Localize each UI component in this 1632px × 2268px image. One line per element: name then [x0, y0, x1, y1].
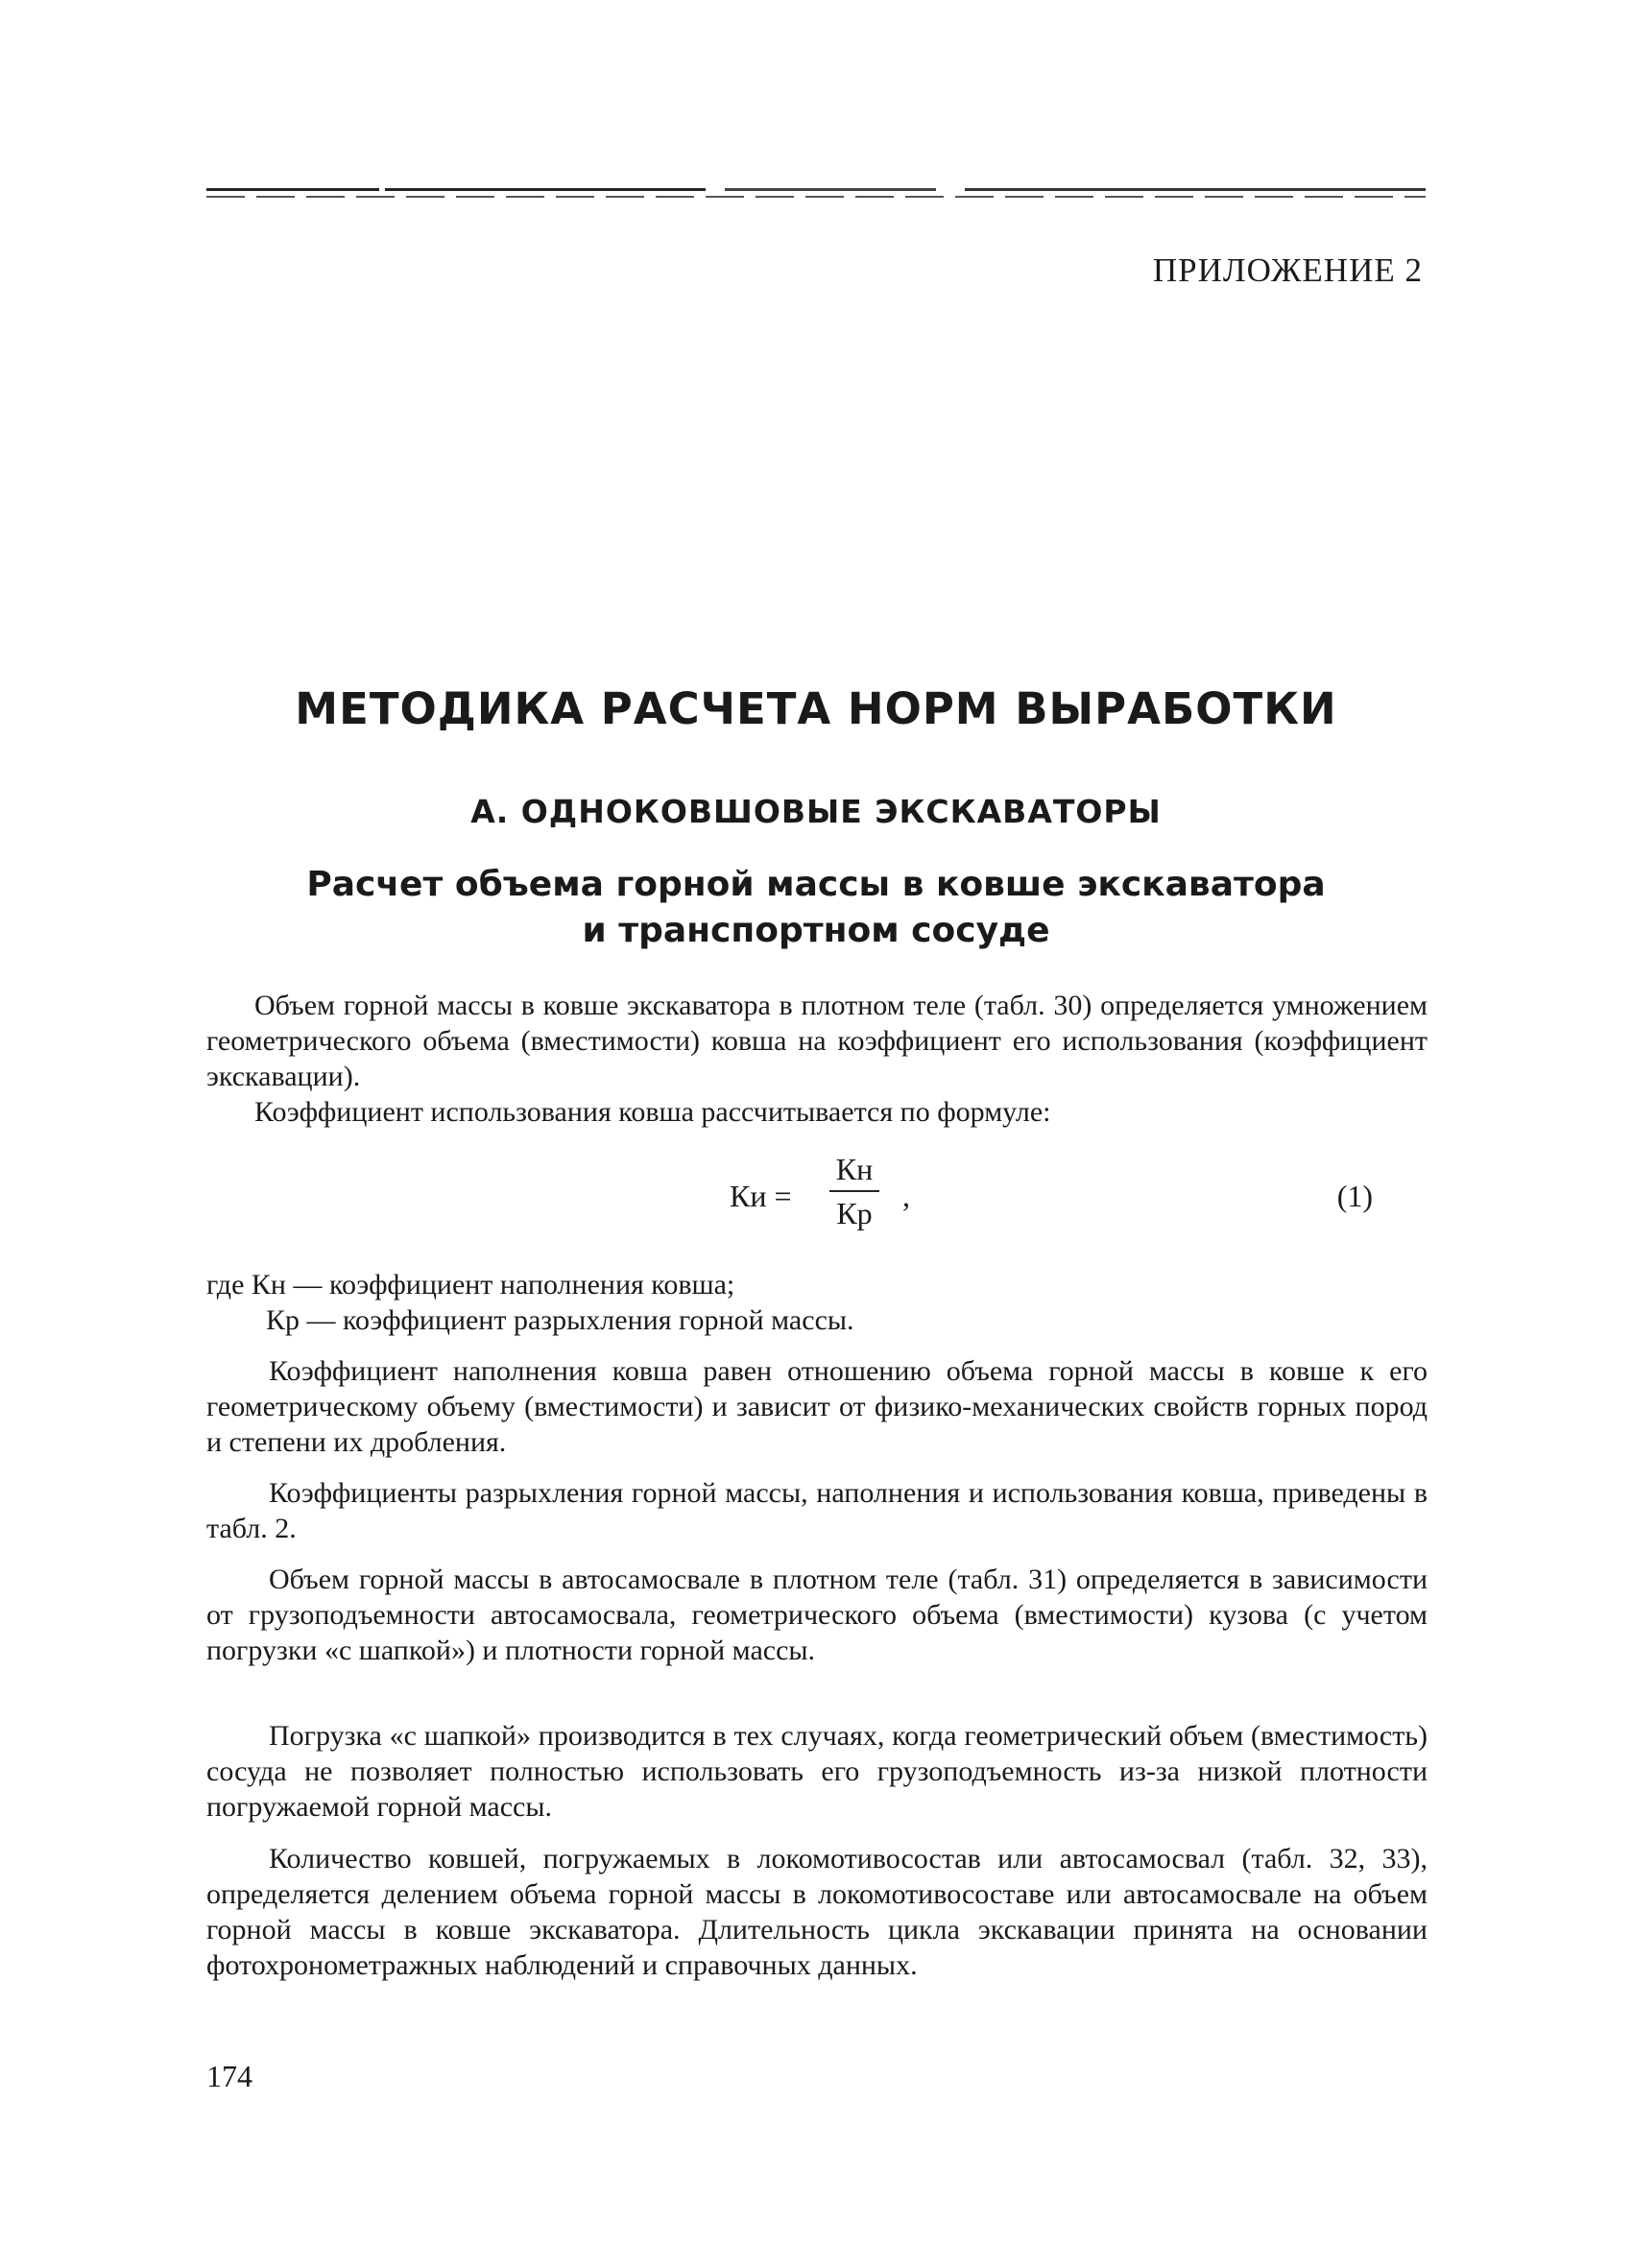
paragraph-7: Количество ковшей, погружаемых в локомотивосостав или автосамосвал (табл. 32, 33), определяется делением объема горной массы в локомотивосоставе или автосамосвале на объем горной массы в ковше экскаватора. Длительность цикла экскавации принята на основании фотохронометражных наблюдений и справочных данных.	[206, 1843, 1428, 1981]
page-number: 174	[206, 2059, 252, 2093]
formula-comma: ,	[902, 1179, 910, 1213]
fraction-bar	[829, 1190, 879, 1192]
paragraph-2: Коэффициент использования ковша рассчитывается по формуле:	[254, 1096, 1051, 1128]
paragraph-1: Объем горной массы в ковше экскаватора в плотном теле (табл. 30) определяется умножением геометрического объема (вместимости) ковша на коэффициент его использования (коэффициент экскавации).	[206, 990, 1428, 1092]
top-rule-line-secondary	[206, 196, 1426, 198]
main-title: МЕТОДИКА РАСЧЕТА НОРМ ВЫРАБОТКИ	[295, 683, 1337, 734]
paragraph-3: Коэффициент наполнения ковша равен отношению объема горной массы в ковше к его геометрическому объему (вместимости) и зависит от физико-механических свойств горных пород и степени их дробления.	[206, 1355, 1428, 1458]
subsection-title-line-2: и транспортном сосуде	[582, 911, 1050, 950]
legend-line-2: Кр — коэффициент разрыхления горной массы.	[266, 1304, 854, 1336]
formula-numerator: Кн	[835, 1152, 874, 1186]
formula-legend	[206, 1267, 854, 1338]
formula-lhs: Ки =	[730, 1179, 792, 1213]
paragraph-4: Коэффициенты разрыхления горной массы, наполнения и использования ковша, приведены в табл. 2.	[206, 1477, 1428, 1544]
paragraph-6: Погрузка «с шапкой» производится в тех случаях, когда геометрический объем (вместимость) сосуда не позволяет полностью использовать его грузоподъемность из-за низкой плотности погружаемой горной массы.	[206, 1720, 1428, 1823]
subsection-title	[0, 862, 1632, 954]
appendix-label: ПРИЛОЖЕНИЕ 2	[1152, 251, 1423, 289]
section-title: А. ОДНОКОВШОВЫЕ ЭКСКАВАТОРЫ	[470, 793, 1162, 830]
formula-fraction	[826, 1150, 883, 1232]
subsection-title-line-1: Расчет объема горной массы в ковше экскаватора	[306, 865, 1326, 904]
paragraph-5: Объем горной массы в автосамосвале в плотном теле (табл. 31) определяется в зависимости от грузоподъемности автосамосвала, геометрического объема (вместимости) кузова (с учетом погрузки «с шапкой») и плотности горной массы.	[206, 1564, 1428, 1666]
equation-number: (1)	[1336, 1179, 1373, 1213]
formula-denominator: Кр	[836, 1196, 873, 1230]
top-rule-line	[206, 188, 1426, 191]
top-rule	[206, 188, 1426, 202]
legend-line-1: где Кн — коэффициент наполнения ковша;	[206, 1269, 735, 1301]
